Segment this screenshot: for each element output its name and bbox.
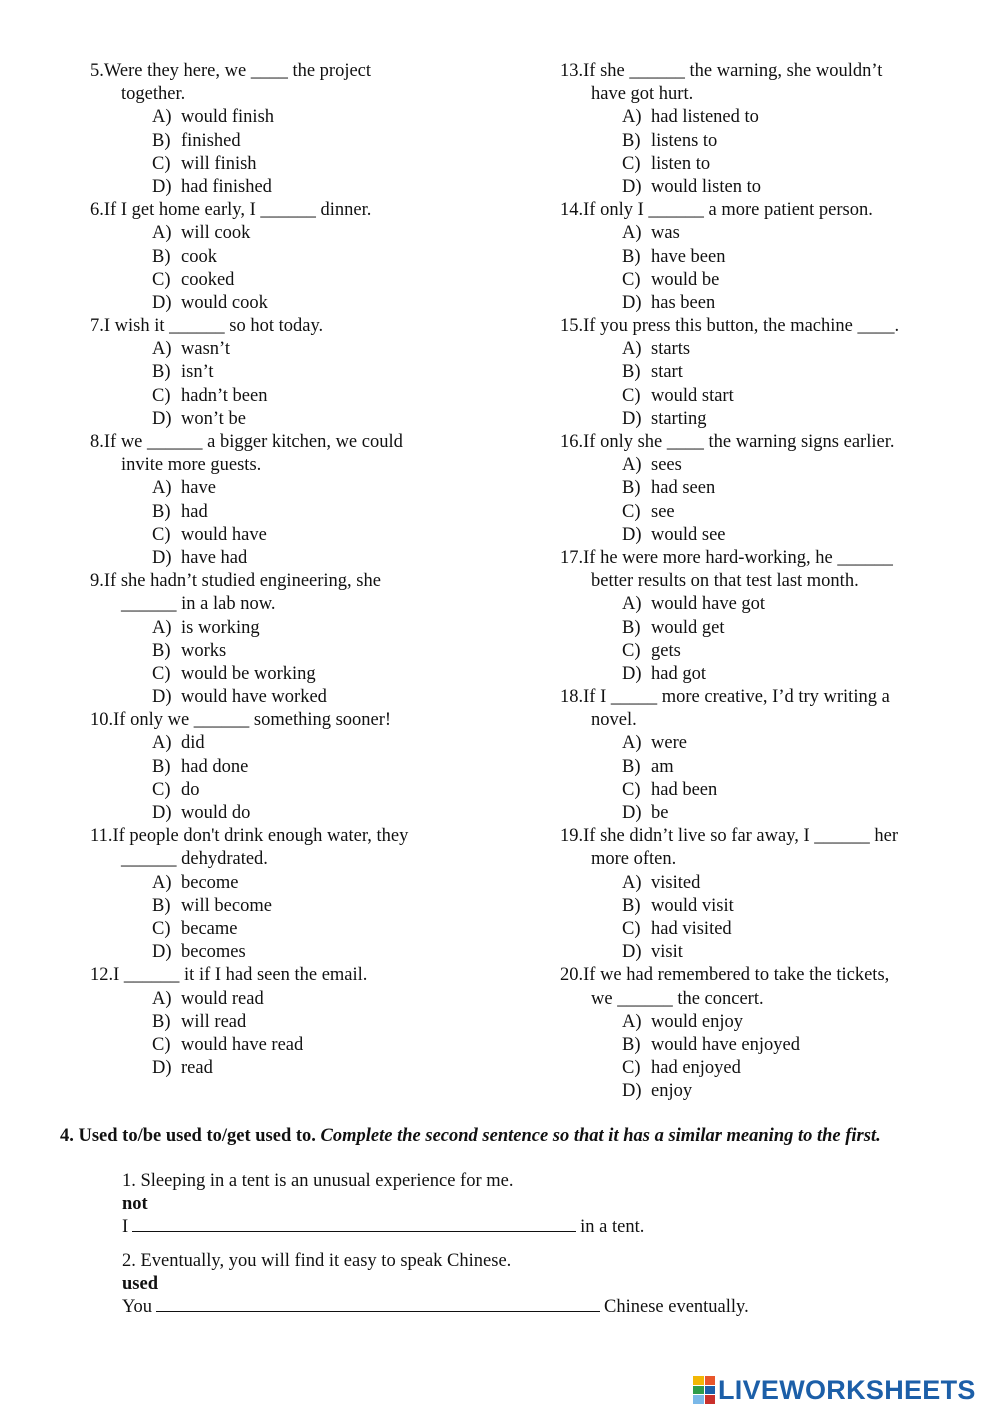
option-letter: D)	[152, 176, 172, 197]
option-text: would cook	[181, 292, 268, 313]
answer-option[interactable]	[560, 941, 960, 964]
original-sentence: 1. Sleeping in a tent is an unusual experience for me.	[122, 1171, 514, 1191]
option-text: would have read	[181, 1034, 304, 1055]
question-text-continued: novel.	[591, 710, 637, 731]
option-letter: A)	[622, 1011, 642, 1032]
answer-line	[122, 1216, 940, 1239]
option-text: have	[181, 478, 216, 499]
answer-option[interactable]	[560, 130, 960, 153]
option-text: has been	[651, 292, 716, 313]
option-text: starts	[651, 339, 691, 360]
logo-square	[693, 1376, 704, 1385]
option-text: would finish	[181, 107, 275, 128]
question-text-continued: better results on that test last month.	[591, 571, 859, 592]
answer-option[interactable]	[90, 779, 530, 802]
answer-option[interactable]	[90, 547, 530, 570]
option-letter: A)	[622, 107, 642, 128]
question-stem	[560, 964, 960, 987]
answer-start: I	[122, 1217, 129, 1237]
option-letter: D)	[152, 292, 172, 313]
option-letter: B)	[152, 362, 171, 383]
option-letter: A)	[622, 733, 642, 754]
answer-option[interactable]	[90, 246, 530, 269]
question-text: If she didn’t live so far away, I ______ her	[583, 826, 899, 847]
answer-option[interactable]	[90, 895, 530, 918]
answer-option[interactable]	[560, 1034, 960, 1057]
question-10	[90, 709, 530, 825]
option-text: would be	[651, 269, 720, 290]
option-text: enjoy	[651, 1081, 693, 1102]
option-text: would be working	[181, 663, 316, 684]
liveworksheets-logo-icon	[693, 1376, 715, 1404]
question-7	[90, 315, 530, 431]
option-text: listen to	[651, 153, 711, 174]
logo-square	[705, 1376, 716, 1385]
option-text: would have	[181, 524, 267, 545]
question-stem	[90, 60, 530, 83]
question-text-continued: ______ dehydrated.	[121, 849, 268, 870]
option-letter: A)	[152, 107, 172, 128]
answer-blank[interactable]	[132, 1216, 576, 1232]
option-letter: C)	[152, 269, 171, 290]
option-text: had	[181, 501, 208, 522]
question-18	[560, 686, 960, 825]
question-stem	[560, 315, 960, 338]
question-number: 14.	[560, 200, 584, 221]
answer-option[interactable]	[90, 918, 530, 941]
option-text: had done	[181, 756, 249, 777]
answer-blank[interactable]	[156, 1296, 600, 1312]
option-letter: B)	[622, 617, 641, 638]
option-letter: D)	[622, 292, 642, 313]
answer-option[interactable]	[560, 617, 960, 640]
option-letter: B)	[622, 1034, 641, 1055]
answer-option[interactable]	[90, 524, 530, 547]
option-letter: B)	[152, 130, 171, 151]
option-letter: C)	[622, 385, 641, 406]
answer-option[interactable]	[560, 222, 960, 245]
question-number: 9.	[90, 571, 104, 592]
question-number: 8.	[90, 432, 104, 452]
option-letter: C)	[622, 918, 641, 939]
option-text: wasn’t	[181, 339, 230, 360]
answer-option[interactable]	[90, 686, 530, 709]
option-text: see	[651, 501, 675, 522]
answer-option[interactable]	[560, 176, 960, 199]
answer-option[interactable]	[560, 106, 960, 129]
option-letter: A)	[152, 223, 172, 244]
answer-option[interactable]	[90, 477, 530, 500]
answer-option[interactable]	[560, 895, 960, 918]
question-text-continued: have got hurt.	[591, 84, 694, 105]
answer-option[interactable]	[90, 361, 530, 384]
answer-option[interactable]	[560, 408, 960, 431]
option-letter: C)	[152, 153, 171, 174]
option-text: will read	[181, 1011, 247, 1032]
section-heading	[60, 1124, 940, 1148]
option-letter: A)	[622, 223, 642, 244]
answer-option[interactable]	[560, 361, 960, 384]
option-letter: D)	[622, 1081, 642, 1102]
option-text: had finished	[181, 176, 272, 197]
answer-option[interactable]	[90, 640, 530, 663]
option-letter: C)	[152, 524, 171, 545]
answer-option[interactable]	[560, 640, 960, 663]
answer-option[interactable]	[90, 1057, 530, 1080]
option-text: be	[651, 803, 669, 823]
question-stem	[560, 547, 960, 570]
answer-option[interactable]	[90, 1034, 530, 1057]
option-text: will cook	[181, 223, 251, 244]
option-letter: C)	[622, 640, 641, 661]
question-stem	[90, 964, 530, 987]
transformation-item-1	[60, 1170, 940, 1239]
transformation-item-2	[60, 1250, 940, 1319]
section-4	[60, 1124, 940, 1319]
option-letter: A)	[152, 617, 172, 638]
question-number: 5.	[90, 61, 104, 81]
option-letter: D)	[622, 408, 642, 429]
option-text: am	[651, 756, 674, 777]
answer-end: in a tent.	[580, 1217, 645, 1237]
question-text-continued: ______ in a lab now.	[121, 594, 276, 615]
option-text: starting	[651, 408, 707, 429]
option-letter: C)	[152, 663, 171, 684]
option-letter: D)	[152, 1058, 172, 1079]
option-text: finished	[181, 130, 241, 151]
answer-option[interactable]	[90, 501, 530, 524]
question-text: If only she ____ the warning signs earlier.	[583, 432, 895, 452]
question-number: 12.	[90, 965, 114, 986]
answer-option[interactable]	[90, 802, 530, 825]
option-text: had listened to	[651, 107, 759, 128]
option-letter: A)	[152, 478, 172, 499]
option-text: would enjoy	[651, 1011, 743, 1032]
option-letter: B)	[152, 501, 171, 522]
answer-option[interactable]	[90, 222, 530, 245]
question-stem	[90, 199, 530, 222]
option-letter: A)	[152, 988, 172, 1009]
option-letter: B)	[622, 362, 641, 383]
option-letter: D)	[152, 408, 172, 429]
option-text: would see	[651, 524, 726, 545]
answer-option[interactable]	[560, 1080, 960, 1103]
question-number: 17.	[560, 547, 584, 568]
question-stem	[560, 431, 960, 454]
logo-square	[705, 1395, 716, 1404]
question-stem	[560, 686, 960, 709]
option-text: would have got	[651, 594, 766, 615]
option-text: had got	[651, 663, 706, 684]
question-14	[560, 199, 960, 315]
option-text: will become	[181, 895, 272, 916]
option-text: would have enjoyed	[651, 1034, 800, 1055]
answer-option[interactable]	[560, 501, 960, 524]
question-stem	[560, 825, 960, 848]
question-number: 13.	[560, 61, 584, 81]
question-number: 18.	[560, 687, 584, 708]
question-stem	[90, 570, 530, 593]
answer-option[interactable]	[560, 454, 960, 477]
answer-option[interactable]	[560, 756, 960, 779]
answer-option[interactable]	[560, 269, 960, 292]
question-text: If people don't drink enough water, they	[112, 826, 409, 847]
question-number: 19.	[560, 826, 584, 847]
question-8	[90, 431, 530, 570]
answer-option[interactable]	[90, 269, 530, 292]
answer-option[interactable]	[90, 663, 530, 686]
answer-option[interactable]	[560, 292, 960, 315]
question-text: If he were more hard-working, he ______	[583, 547, 893, 568]
answer-option[interactable]	[560, 872, 960, 895]
question-text: If she ______ the warning, she wouldn’t	[583, 61, 883, 81]
answer-option[interactable]	[560, 779, 960, 802]
option-text: would do	[181, 803, 251, 823]
option-letter: B)	[152, 756, 171, 777]
question-text: If only I ______ a more patient person.	[583, 200, 873, 221]
option-letter: C)	[152, 918, 171, 939]
option-text: isn’t	[181, 362, 214, 383]
option-text: become	[181, 872, 239, 893]
question-stem	[90, 315, 530, 338]
option-text: becomes	[181, 942, 246, 963]
logo-square	[705, 1386, 716, 1395]
option-text: would listen to	[651, 176, 761, 197]
option-letter: B)	[152, 895, 171, 916]
option-letter: C)	[622, 269, 641, 290]
option-letter: B)	[622, 246, 641, 267]
option-text: have been	[651, 246, 726, 267]
question-5	[90, 60, 530, 199]
question-13	[560, 60, 960, 199]
option-text: start	[651, 362, 683, 383]
option-letter: C)	[622, 779, 641, 800]
answer-option[interactable]	[90, 338, 530, 361]
option-text: would visit	[651, 895, 734, 916]
option-text: will finish	[181, 153, 257, 174]
question-number: 7.	[90, 316, 104, 337]
answer-option[interactable]	[560, 524, 960, 547]
answer-option[interactable]	[90, 756, 530, 779]
question-text: If you press this button, the machine ____.	[583, 316, 900, 337]
answer-option[interactable]	[90, 106, 530, 129]
option-text: cook	[181, 246, 217, 267]
option-letter: A)	[622, 872, 642, 893]
option-letter: D)	[152, 547, 172, 568]
answer-option[interactable]	[560, 477, 960, 500]
question-text-continued: invite more guests.	[121, 455, 262, 476]
question-20	[560, 964, 960, 1103]
question-stem	[90, 709, 530, 732]
option-text: was	[651, 223, 680, 244]
question-text-continued: we ______ the concert.	[591, 988, 764, 1009]
question-text: If we ______ a bigger kitchen, we could	[103, 432, 403, 452]
answer-option[interactable]	[560, 1057, 960, 1080]
answer-option[interactable]	[90, 130, 530, 153]
question-17	[560, 547, 960, 686]
option-letter: A)	[152, 733, 172, 754]
section-title: 4. Used to/be used to/get used to.	[60, 1126, 316, 1146]
answer-option[interactable]	[560, 593, 960, 616]
option-text: cooked	[181, 269, 235, 290]
option-text: had been	[651, 779, 718, 800]
option-text: have had	[181, 547, 248, 568]
answer-option[interactable]	[560, 385, 960, 408]
option-text: were	[651, 733, 687, 754]
option-letter: C)	[152, 779, 171, 800]
logo-text: LIVEWORKSHEETS	[718, 1374, 976, 1405]
question-stem	[90, 431, 530, 454]
answer-option[interactable]	[90, 408, 530, 431]
option-text: do	[181, 779, 200, 800]
answer-option[interactable]	[560, 246, 960, 269]
answer-option[interactable]	[90, 385, 530, 408]
question-19	[560, 825, 960, 964]
option-text: works	[181, 640, 227, 661]
option-letter: B)	[152, 246, 171, 267]
question-text: I wish it ______ so hot today.	[103, 316, 324, 337]
option-letter: C)	[622, 153, 641, 174]
option-letter: B)	[152, 640, 171, 661]
answer-option[interactable]	[90, 988, 530, 1011]
option-text: hadn’t been	[181, 385, 268, 406]
option-letter: D)	[152, 803, 172, 823]
answer-option[interactable]	[560, 663, 960, 686]
question-6	[90, 199, 530, 315]
question-text: If we had remembered to take the tickets,	[583, 965, 890, 986]
question-text: I ______ it if I had seen the email.	[113, 965, 368, 986]
option-text: had enjoyed	[651, 1058, 741, 1079]
option-letter: B)	[622, 895, 641, 916]
answer-option[interactable]	[560, 732, 960, 755]
option-text: listens to	[651, 130, 718, 151]
section-instructions: Complete the second sentence so that it has a similar meaning to the first.	[320, 1126, 881, 1146]
option-letter: A)	[622, 339, 642, 360]
answer-option[interactable]	[90, 941, 530, 964]
option-letter: B)	[622, 130, 641, 151]
option-letter: B)	[152, 1011, 171, 1032]
option-letter: A)	[152, 339, 172, 360]
question-12	[90, 964, 530, 1080]
option-text: visited	[651, 872, 701, 893]
left-question-column	[90, 60, 530, 1080]
question-text: If I _____ more creative, I’d try writing a	[583, 687, 890, 708]
option-letter: A)	[622, 594, 642, 615]
option-text: won’t be	[181, 408, 246, 429]
keyword: used	[122, 1274, 158, 1294]
question-stem	[90, 825, 530, 848]
question-stem	[560, 199, 960, 222]
option-text: had seen	[651, 478, 716, 499]
question-11	[90, 825, 530, 964]
answer-option[interactable]	[90, 176, 530, 199]
question-text: If I get home early, I ______ dinner.	[103, 200, 372, 221]
question-number: 11.	[90, 826, 113, 847]
option-text: would start	[651, 385, 734, 406]
question-9	[90, 570, 530, 709]
option-text: would have worked	[181, 687, 327, 708]
question-text-continued: together.	[121, 84, 186, 105]
answer-line	[122, 1296, 940, 1319]
option-text: is working	[181, 617, 260, 638]
question-15	[560, 315, 960, 431]
question-16	[560, 431, 960, 547]
option-text: would get	[651, 617, 725, 638]
question-stem	[560, 60, 960, 83]
option-letter: C)	[152, 1034, 171, 1055]
option-letter: D)	[622, 176, 642, 197]
answer-option[interactable]	[90, 292, 530, 315]
question-number: 16.	[560, 432, 584, 452]
option-letter: D)	[622, 663, 642, 684]
option-letter: C)	[152, 385, 171, 406]
option-text: had visited	[651, 918, 732, 939]
answer-option[interactable]	[560, 802, 960, 825]
option-letter: B)	[622, 478, 641, 499]
answer-end: Chinese eventually.	[604, 1297, 749, 1317]
option-text: sees	[651, 455, 682, 476]
answer-option[interactable]	[90, 1011, 530, 1034]
answer-start: You	[122, 1297, 153, 1317]
answer-option[interactable]	[560, 918, 960, 941]
question-number: 20.	[560, 965, 584, 986]
logo-square	[693, 1386, 704, 1395]
answer-option[interactable]	[560, 1011, 960, 1034]
question-text-continued: more often.	[591, 849, 677, 870]
logo-square	[693, 1395, 704, 1404]
answer-option[interactable]	[560, 153, 960, 176]
question-text: Were they here, we ____ the project	[103, 61, 372, 81]
option-text: read	[181, 1058, 213, 1079]
option-text: did	[181, 733, 205, 754]
question-number: 10.	[90, 710, 114, 731]
option-letter: D)	[622, 524, 642, 545]
question-number: 6.	[90, 200, 104, 221]
answer-option[interactable]	[90, 872, 530, 895]
option-text: gets	[651, 640, 681, 661]
option-letter: C)	[622, 501, 641, 522]
right-question-column	[560, 60, 960, 1103]
keyword: not	[122, 1194, 148, 1214]
option-letter: D)	[152, 687, 172, 708]
option-letter: A)	[622, 455, 642, 476]
option-letter: B)	[622, 756, 641, 777]
option-text: would read	[181, 988, 264, 1009]
answer-option[interactable]	[90, 617, 530, 640]
answer-option[interactable]	[90, 732, 530, 755]
option-letter: D)	[622, 942, 642, 963]
liveworksheets-logo	[693, 1375, 976, 1405]
answer-option[interactable]	[560, 338, 960, 361]
option-letter: C)	[622, 1058, 641, 1079]
answer-option[interactable]	[90, 153, 530, 176]
question-number: 15.	[560, 316, 584, 337]
question-text: If only we ______ something sooner!	[113, 710, 392, 731]
question-text: If she hadn’t studied engineering, she	[103, 571, 381, 592]
option-text: visit	[651, 942, 683, 963]
option-letter: D)	[622, 803, 642, 823]
option-letter: D)	[152, 942, 172, 963]
original-sentence: 2. Eventually, you will find it easy to speak Chinese.	[122, 1251, 512, 1271]
option-letter: A)	[152, 872, 172, 893]
option-text: became	[181, 918, 238, 939]
